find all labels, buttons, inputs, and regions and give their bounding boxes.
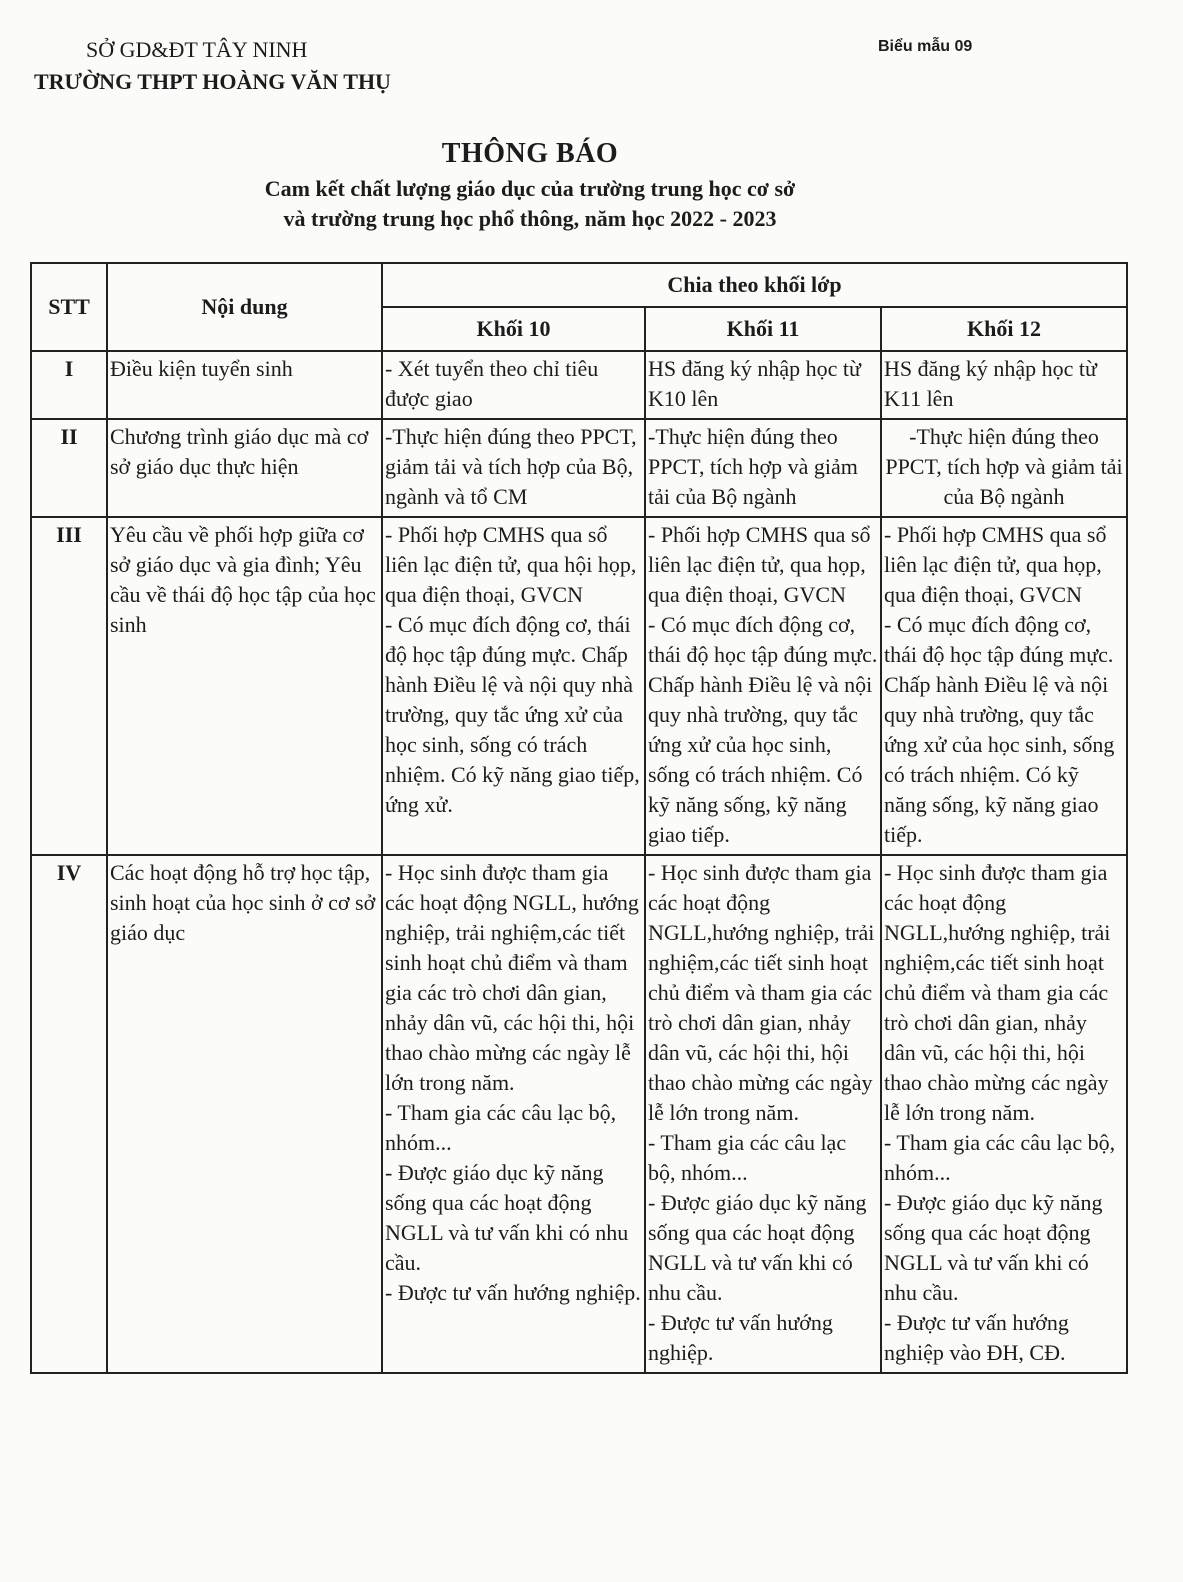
row-content: Yêu cầu về phối hợp giữa cơ sở giáo dục và gia đình; Yêu cầu về thái độ học tập của học sinh	[107, 517, 382, 855]
cell-grade-12: HS đăng ký nhập học từ K11 lên	[881, 351, 1127, 419]
document-header	[34, 34, 391, 98]
header-grade-group: Chia theo khối lớp	[382, 263, 1127, 307]
cell-grade-10: - Phối hợp CMHS qua sổ liên lạc điện tử, qua hội họp, qua điện thoại, GVCN - Có mục đích động cơ, thái độ học tập đúng mực. Chấp hành Điều lệ và nội quy nhà trường, quy tắc ứng xử của học sinh, sống có trách nhiệm. Có kỹ năng giao tiếp, ứng xử.	[382, 517, 645, 855]
table-row	[31, 351, 1127, 419]
row-stt: I	[31, 351, 107, 419]
row-content: Các hoạt động hỗ trợ học tập, sinh hoạt của học sinh ở cơ sở giáo dục	[107, 855, 382, 1373]
cell-grade-11: - Phối hợp CMHS qua sổ liên lạc điện tử, qua họp, qua điện thoại, GVCN - Có mục đích động cơ, thái độ học tập đúng mực. Chấp hành Điều lệ và nội quy nhà trường, quy tắc ứng xử của học sinh, sống có trách nhiệm. Có kỹ năng sống, kỹ năng giao tiếp.	[645, 517, 881, 855]
form-number: Biểu mẫu 09	[878, 38, 973, 55]
subtitle-line-2: và trường trung học phổ thông, năm học 2022 - 2023	[283, 206, 777, 231]
cell-grade-11: HS đăng ký nhập học từ K10 lên	[645, 351, 881, 419]
commitment-table	[30, 262, 1128, 1374]
cell-grade-12: - Phối hợp CMHS qua sổ liên lạc điện tử, qua họp, qua điện thoại, GVCN - Có mục đích động cơ, thái độ học tập đúng mực. Chấp hành Điều lệ và nội quy nhà trường, quy tắc ứng xử của học sinh, sống có trách nhiệm. Có kỹ năng sống, kỹ năng giao tiếp.	[881, 517, 1127, 855]
cell-grade-10: - Học sinh được tham gia các hoạt động NGLL, hướng nghiệp, trải nghiệm,các tiết sinh hoạt chủ điểm và tham gia các trò chơi dân gian, nhảy dân vũ, các hội thi, hội thao chào mừng các ngày lễ lớn trong năm. - Tham gia các câu lạc bộ, nhóm... - Được giáo dục kỹ năng sống qua các hoạt động NGLL và tư vấn khi có nhu cầu. - Được tư vấn hướng nghiệp.	[382, 855, 645, 1373]
cell-grade-12: -Thực hiện đúng theo PPCT, tích hợp và giảm tải của Bộ ngành	[881, 419, 1127, 517]
cell-grade-11: -Thực hiện đúng theo PPCT, tích hợp và giảm tải của Bộ ngành	[645, 419, 881, 517]
row-content: Điều kiện tuyển sinh	[107, 351, 382, 419]
department-name: SỞ GD&ĐT TÂY NINH	[86, 37, 308, 62]
row-content: Chương trình giáo dục mà cơ sở giáo dục thực hiện	[107, 419, 382, 517]
header-grade-11: Khối 11	[645, 307, 881, 351]
table-row	[31, 517, 1127, 855]
cell-grade-10: -Thực hiện đúng theo PPCT, giảm tải và tích hợp của Bộ, ngành và tổ CM	[382, 419, 645, 517]
row-stt: III	[31, 517, 107, 855]
document-title: THÔNG BÁO	[441, 138, 619, 169]
table-row	[31, 419, 1127, 517]
row-stt: II	[31, 419, 107, 517]
cell-grade-10: - Xét tuyển theo chỉ tiêu được giao	[382, 351, 645, 419]
school-name: TRƯỜNG THPT HOÀNG VĂN THỤ	[34, 69, 391, 94]
table-row	[31, 855, 1127, 1373]
cell-grade-11: - Học sinh được tham gia các hoạt động NGLL,hướng nghiệp, trải nghiệm,các tiết sinh hoạt chủ điểm và tham gia các trò chơi dân gian, nhảy dân vũ, các hội thi, hội thao chào mừng các ngày lễ lớn trong năm. - Tham gia các câu lạc bộ, nhóm... - Được giáo dục kỹ năng sống qua các hoạt động NGLL và tư vấn khi có nhu cầu. - Được tư vấn hướng nghiệp.	[645, 855, 881, 1373]
header-grade-10: Khối 10	[382, 307, 645, 351]
cell-grade-12: - Học sinh được tham gia các hoạt động NGLL,hướng nghiệp, trải nghiệm,các tiết sinh hoạt chủ điểm và tham gia các trò chơi dân gian, nhảy dân vũ, các hội thi, hội thao chào mừng các ngày lễ lớn trong năm. - Tham gia các câu lạc bộ, nhóm... - Được giáo dục kỹ năng sống qua các hoạt động NGLL và tư vấn khi có nhu cầu. - Được tư vấn hướng nghiệp vào ĐH, CĐ.	[881, 855, 1127, 1373]
header-grade-12: Khối 12	[881, 307, 1127, 351]
table-header-row	[31, 263, 1127, 307]
document-subtitle	[0, 174, 1060, 234]
header-stt: STT	[31, 263, 107, 351]
subtitle-line-1: Cam kết chất lượng giáo dục của trường trung học cơ sở	[264, 176, 796, 201]
header-content: Nội dung	[107, 263, 382, 351]
row-stt: IV	[31, 855, 107, 1373]
